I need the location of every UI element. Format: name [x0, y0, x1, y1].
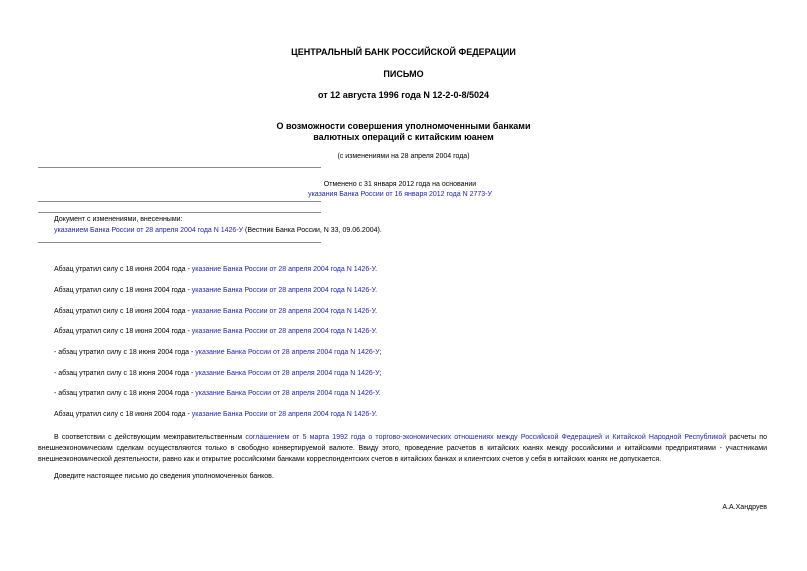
lapsed-item-text: Абзац утратил силу с 18 июня 2004 года -: [54, 411, 192, 418]
lapsed-item-suffix: .: [375, 308, 378, 315]
doc-type: ПИСЬМО: [383, 69, 424, 79]
amend-line: [54, 227, 382, 234]
lapsed-item-text: Абзац утратил силу с 18 июня 2004 года -: [54, 266, 192, 273]
lapsed-item-text: Абзац утратил силу с 18 июня 2004 года -: [54, 328, 192, 335]
lapsed-item-text: - абзац утратил силу с 18 июня 2004 года -: [54, 349, 196, 356]
lapsed-item-suffix: .: [375, 266, 378, 273]
lapsed-item-link[interactable]: указание Банка России от 28 апреля 2004 года N 1426-У: [191, 328, 376, 335]
lapsed-item-text: Абзац утратил силу с 18 июня 2004 года -: [54, 308, 192, 315]
lapsed-item: [54, 287, 377, 294]
divider: [38, 201, 321, 202]
lapsed-item-suffix: .: [375, 411, 378, 418]
lapsed-item-suffix: ;: [379, 370, 382, 377]
lapsed-item-text: - абзац утратил силу с 18 июня 2004 года -: [54, 390, 196, 397]
lapsed-item: [54, 349, 381, 356]
lapsed-item-text: - абзац утратил силу с 18 июня 2004 года -: [54, 370, 196, 377]
lapsed-item-link[interactable]: указание Банка России от 28 апреля 2004 года N 1426-У: [191, 266, 376, 273]
lapsed-item-link[interactable]: указание Банка России от 28 апреля 2004 года N 1426-У: [195, 390, 379, 397]
amend-link[interactable]: указанием Банка России от 28 апреля 2004 года N 1426-У: [54, 227, 244, 234]
lapsed-item: [54, 266, 377, 273]
lapsed-item-link[interactable]: указание Банка России от 28 апреля 2004 года N 1426-У: [195, 349, 380, 356]
main-paragraph-text: В соответствии с действующим межправительственным: [54, 434, 246, 441]
lapsed-item: [54, 390, 381, 397]
lapsed-item-text: Абзац утратил силу с 18 июня 2004 года -: [54, 287, 192, 294]
lapsed-item-suffix: ;: [379, 349, 382, 356]
closing-text: Доведите настоящее письмо до сведения уполномоченных банков.: [54, 473, 274, 480]
lapsed-item-suffix: .: [375, 287, 378, 294]
main-paragraph-text: расчеты по внешнеэкономическим сделкам осуществляются только в свободно конвертируемой валюте. Ввиду этого, проведение расчетов в китайских юанях между российскими и китайскими предприятиями - участниками внешнеэкономической деятельности, равно как и открытие российскими банками корреспондентских счетов в китайских банках и клиентских счетов у себя в китайских юанях не допускается.: [38, 434, 767, 463]
lapsed-item-link[interactable]: указание Банка России от 28 апреля 2004 года N 1426-У: [191, 411, 376, 418]
subject-line-2: валютных операций с китайским юанем: [313, 132, 494, 142]
divider: [38, 242, 321, 243]
cancel-link[interactable]: указания Банка России от 16 января 2012 года N 2773-У: [308, 191, 492, 198]
signature: А.А.Хандруев: [722, 504, 767, 511]
org-title: ЦЕНТРАЛЬНЫЙ БАНК РОССИЙСКОЙ ФЕДЕРАЦИИ: [291, 47, 516, 57]
lapsed-item: [54, 328, 377, 335]
lapsed-item: [54, 411, 377, 418]
lapsed-item: [54, 370, 381, 377]
lapsed-item: [54, 308, 377, 315]
amend-source: (Вестник Банка России, N 33, 09.06.2004).: [243, 227, 382, 234]
doc-date-number: от 12 августа 1996 года N 12-2-0-8/5024: [318, 90, 489, 100]
main-paragraph: [38, 432, 767, 465]
changes-note: (с изменениями на 28 апреля 2004 года): [337, 153, 470, 160]
divider: [38, 167, 321, 168]
cancel-text: Отменено с 31 января 2012 года на основании: [323, 181, 477, 188]
amend-label: Документ с изменениями, внесенными:: [54, 216, 183, 223]
divider: [38, 212, 321, 213]
lapsed-item-suffix: .: [375, 328, 378, 335]
lapsed-item-link[interactable]: указание Банка России от 28 апреля 2004 года N 1426-У: [191, 308, 376, 315]
lapsed-item-link[interactable]: указание Банка России от 28 апреля 2004 года N 1426-У: [195, 370, 380, 377]
lapsed-item-suffix: .: [378, 390, 381, 397]
agreement-link[interactable]: соглашением от 5 марта 1992 года о торгово-экономических отношениях между Российской Федерацией и Китайской Народной Республикой: [245, 434, 727, 441]
lapsed-item-link[interactable]: указание Банка России от 28 апреля 2004 года N 1426-У: [191, 287, 376, 294]
subject-line-1: О возможности совершения уполномоченными банками: [276, 121, 531, 131]
